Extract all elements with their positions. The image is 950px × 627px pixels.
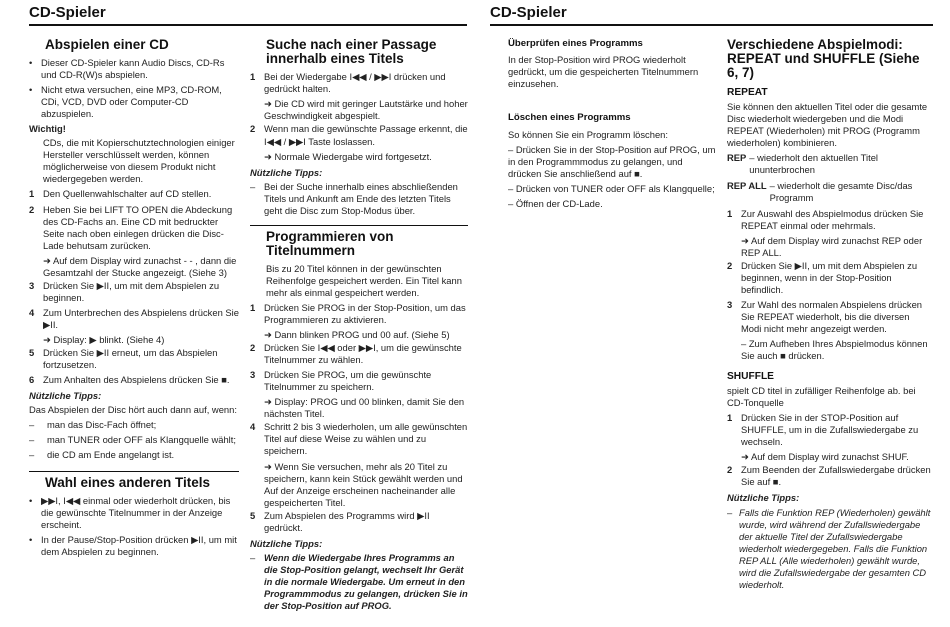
step-text: ➜ Auf dem Display wird zunachst SHUF.	[741, 451, 909, 463]
step-number: 5	[250, 509, 256, 521]
step-text: ➜ Display: ▶ blinkt. (Siehe 4)	[43, 333, 165, 345]
section-title-delete: Löschen eines Programms	[508, 112, 631, 124]
section-title-check: Überprüfen eines Programms	[508, 38, 643, 49]
step-item	[727, 338, 932, 362]
right-column-1	[508, 38, 718, 213]
step-number: 1	[250, 71, 256, 83]
list-item: • ▶▶I, I◀◀ einmal oder wiederholt drücken, bis die gewünschte Titelnummer in der Anzeige erscheint.	[29, 495, 231, 531]
step-number: 1	[727, 207, 733, 219]
section-title-modes: Verschiedene Abspielmodi: REPEAT und SHUFFLE (Siehe 6, 7)	[727, 37, 920, 81]
tip-item: – man das Disc-Fach öffnet;	[29, 419, 157, 431]
step-text: Drücken Sie in der STOP-Position auf SHUFFLE, um in die Zufallswiedergabe zu wechseln.	[741, 412, 919, 448]
subhead-shuffle: SHUFFLE	[727, 371, 774, 383]
step-item	[29, 334, 239, 346]
delete-intro: So können Sie ein Programm löschen:	[508, 128, 668, 140]
step-text: Zum Beenden der Zufallswiedergabe drücken Sie auf ■.	[741, 464, 931, 488]
step-text: ➜ Auf dem Display wird zunachst REP oder REP ALL.	[741, 234, 923, 258]
step-text: Zur Auswahl des Abspielmodus drücken Sie REPEAT einmal oder mehrmals.	[741, 207, 924, 231]
step-text: Zum Anhalten des Abspielens drücken Sie ■.	[43, 373, 230, 385]
step-number: 3	[29, 279, 35, 291]
step-item	[250, 342, 468, 366]
tip-item: – man TUNER oder OFF als Klangquelle wählt;	[29, 434, 236, 446]
step-item	[250, 461, 468, 509]
subhead-repeat: REPEAT	[727, 86, 768, 98]
step-text: Heben Sie bei LIFT TO OPEN die Abdeckung des CD-Fachs an. Eine CD mit bedruckter Seite nach oben einlegen drücken die Disc-Lade behutsam zurücken.	[43, 203, 233, 251]
repeat-intro: Sie können den aktuellen Titel oder die gesamte Disc wiederholt wiedergeben und die Modi REPEAT (Wiederholen) mit PROG (Programm wiederholen) kombinieren.	[727, 100, 928, 148]
tips-title: Nützliche Tipps:	[250, 166, 323, 178]
step-item	[727, 208, 932, 232]
step-text: Zum Unterbrechen des Abspielens drücken Sie ▶II.	[43, 306, 239, 330]
step-number: 2	[250, 342, 256, 354]
rep-definition: REP – wiederholt den aktuellen Titel ununterbrochen	[727, 151, 879, 175]
step-number: 2	[250, 123, 256, 135]
step-number: 1	[250, 302, 256, 314]
step-text: Zur Wahl des normalen Abspielens drücken Sie REPEAT wiederholt, bis die diversen Modi nicht mehr angezeigt werden.	[741, 299, 922, 335]
step-item	[250, 123, 468, 147]
step-number	[250, 151, 264, 163]
step-item	[250, 302, 468, 326]
step-item	[727, 464, 932, 488]
step-number	[29, 334, 43, 346]
step-item	[250, 421, 468, 457]
tip-item: – die CD am Ende angelangt ist.	[29, 449, 175, 461]
step-text: Drücken Sie I◀◀ oder ▶▶I, um die gewünschte Titelnummer zu wählen.	[264, 342, 462, 366]
tip-item: – Falls die Funktion REP (Wiederholen) gewählt wurde, wird während der Zufallswiedergabe der aktuelle Titel der Zufallswiedergabe wiederholt wiedergegeben. Falls die Funktion REP ALL (Alle wiederholen) gewählt wurde, wird die Zufallswiedergabe der gesamten CD wiederholt.	[727, 506, 931, 590]
step-number	[250, 461, 264, 509]
step-text: Zum Abspielen des Programms wird ▶II gedrückt.	[264, 509, 430, 533]
right-column-2	[727, 38, 932, 594]
step-text: Drücken Sie ▶II, um mit dem Abspielen zu beginnen.	[43, 279, 220, 303]
step-number	[250, 329, 264, 341]
shuffle-steps	[727, 412, 932, 488]
step-text: Drücken Sie ▶II erneut, um das Abspielen fortzusetzen.	[43, 346, 218, 370]
rep-all-definition: REP ALL – wiederholt die gesamte Disc/das Programm	[727, 179, 913, 203]
step-text: – Zum Aufheben Ihres Abspielmodus können Sie auch ■ drücken.	[741, 338, 928, 362]
tip-item: – Wenn die Wiedergabe Ihres Programms an die Stop-Position gelangt, wechselt Ihr Gerät in die normale Wiedergabe. Um erneut in den Programmmodus zu gelangen, drücken Sie in der Stop-Position auf PROG.	[250, 551, 468, 611]
step-number: 4	[29, 306, 35, 318]
step-number: 3	[727, 299, 733, 311]
list-item: • Nicht etwa versuchen, eine MP3, CD-ROM, CDi, VCD, DVD oder Computer-CD abzuspielen.	[29, 84, 222, 120]
step-number: 2	[727, 259, 733, 271]
step-item	[250, 369, 468, 393]
important-text: CDs, die mit Kopierschutztechnologien einiger Hersteller verschlüsselt werden, können möglicherweise von diesem Produkt nicht wiedergegeben werden.	[43, 137, 235, 185]
list-item: • Dieser CD-Spieler kann Audio Discs, CD-Rs und CD-R(W)s abspielen.	[29, 57, 225, 81]
important-label: Wichtig!	[29, 123, 66, 135]
step-text: Drücken Sie ▶II, um mit dem Abspielen zu beginnen, wenn in der Stop-Position befindlich.	[741, 259, 918, 295]
tips-title: Nützliche Tipps:	[727, 492, 800, 504]
step-number: 2	[29, 203, 35, 215]
step-number	[29, 255, 43, 279]
step-number: 1	[29, 188, 35, 200]
delete-item: – Drücken Sie in der Stop-Position auf PROG, um in den Programmmodus zu gelangen, und drücken Sie anschließend auf ■.	[508, 143, 716, 179]
right-page	[475, 0, 950, 627]
program-steps	[250, 302, 468, 534]
step-text: Wenn man die gewünschte Passage erkennt, die I◀◀ / ▶▶I Taste loslassen.	[264, 123, 468, 147]
delete-item: – Öffnen der CD-Lade.	[508, 197, 603, 209]
step-item	[29, 280, 239, 304]
step-item	[29, 255, 239, 279]
step-number	[250, 98, 264, 122]
list-item: • In der Pause/Stop-Position drücken ▶II, um mit dem Abspielen zu beginnen.	[29, 534, 237, 558]
step-item	[29, 188, 239, 200]
step-number: 5	[29, 346, 35, 358]
step-item	[250, 71, 468, 95]
step-item	[727, 412, 932, 448]
step-number	[250, 396, 264, 420]
repeat-steps	[727, 208, 932, 362]
tips-intro: Das Abspielen der Disc hört auch dann auf, wenn:	[29, 403, 237, 415]
step-number	[727, 451, 741, 463]
step-item	[29, 347, 239, 371]
section-title-play: Abspielen einer CD	[45, 37, 169, 52]
step-number: 1	[727, 412, 733, 424]
step-item	[29, 204, 239, 252]
right-header-rule	[490, 24, 933, 26]
left-column-1	[29, 38, 239, 561]
step-text: Den Quellenwahlschalter auf CD stellen.	[43, 188, 212, 200]
step-text: ➜ Wenn Sie versuchen, mehr als 20 Titel zu speichern, kann kein Stück gewählt werden und Auf der Anzeige erscheinen nacheinander alle gespeicherten Titel.	[264, 460, 463, 508]
step-item	[727, 451, 932, 463]
step-text: ➜ Dann blinken PROG und 00 auf. (Siehe 5)	[264, 329, 450, 341]
step-text: Bei der Wiedergabe I◀◀ / ▶▶I drücken und gedrückt halten.	[264, 71, 446, 95]
step-item	[727, 235, 932, 259]
step-number: 6	[29, 373, 35, 385]
left-header-rule	[29, 24, 467, 26]
step-text: Schritt 2 bis 3 wiederholen, um alle gewünschten Titel auf diese Weise zu wählen und zu speichern.	[264, 421, 468, 457]
section-title-program: Programmieren von Titelnummern	[250, 225, 468, 258]
section-title-select: Wahl eines anderen Titels	[29, 471, 239, 490]
check-text: In der Stop-Position wird PROG wiederholt gedrückt, um die gespeicherten Titelnummern einzusehen.	[508, 54, 699, 90]
step-text: ➜ Display: PROG und 00 blinken, damit Sie den nächsten Titel.	[264, 396, 465, 420]
step-text: ➜ Auf dem Display wird zunachst - - , dann die Gesamtzahl der Stucke angezeigt. (Siehe 3)	[43, 254, 237, 278]
play-steps	[29, 188, 239, 385]
step-item	[29, 374, 239, 386]
program-intro: Bis zu 20 Titel können in der gewünschten Reihenfolge gespeichert werden. Ein Titel kann mehr als einmal gespeichert werden.	[266, 263, 462, 299]
step-number: 2	[727, 464, 733, 476]
step-number: 4	[250, 421, 256, 433]
step-item	[727, 299, 932, 335]
tip-item: – Bei der Suche innerhalb eines abschließenden Titels und Ankunft am Ende des letzten Titels geht die Disc zum Stop-Modus über.	[250, 180, 458, 216]
step-number	[727, 338, 741, 362]
step-item	[29, 307, 239, 331]
step-item	[250, 98, 468, 122]
search-steps	[250, 71, 468, 162]
step-item	[727, 260, 932, 296]
step-text: ➜ Die CD wird mit geringer Lautstärke und hoher Geschwindigkeit abgespielt.	[264, 98, 468, 122]
step-item	[250, 510, 468, 534]
step-number	[727, 235, 741, 259]
tips-title: Nützliche Tipps:	[29, 389, 102, 401]
left-page-header: CD-Spieler	[29, 4, 106, 21]
step-text: ➜ Normale Wiedergabe wird fortgesetzt.	[264, 150, 432, 162]
section-title-search: Suche nach einer Passage innerhalb eines Titels	[266, 37, 437, 67]
delete-item: – Drücken von TUNER oder OFF als Klangquelle;	[508, 182, 715, 194]
step-item	[250, 396, 468, 420]
right-page-header: CD-Spieler	[490, 4, 567, 21]
tips-title: Nützliche Tipps:	[250, 537, 323, 549]
step-text: Drücken Sie PROG in der Stop-Position, um das Programmieren zu aktivieren.	[264, 302, 466, 326]
step-item	[250, 151, 468, 163]
step-text: Drücken Sie PROG, um die gewünschte Titelnummer zu speichern.	[264, 369, 432, 393]
left-column-2	[250, 38, 468, 615]
step-number: 3	[250, 369, 256, 381]
shuffle-intro: spielt CD titel in zufälliger Reihenfolge ab. bei CD-Tonquelle	[727, 385, 916, 409]
step-item	[250, 329, 468, 341]
